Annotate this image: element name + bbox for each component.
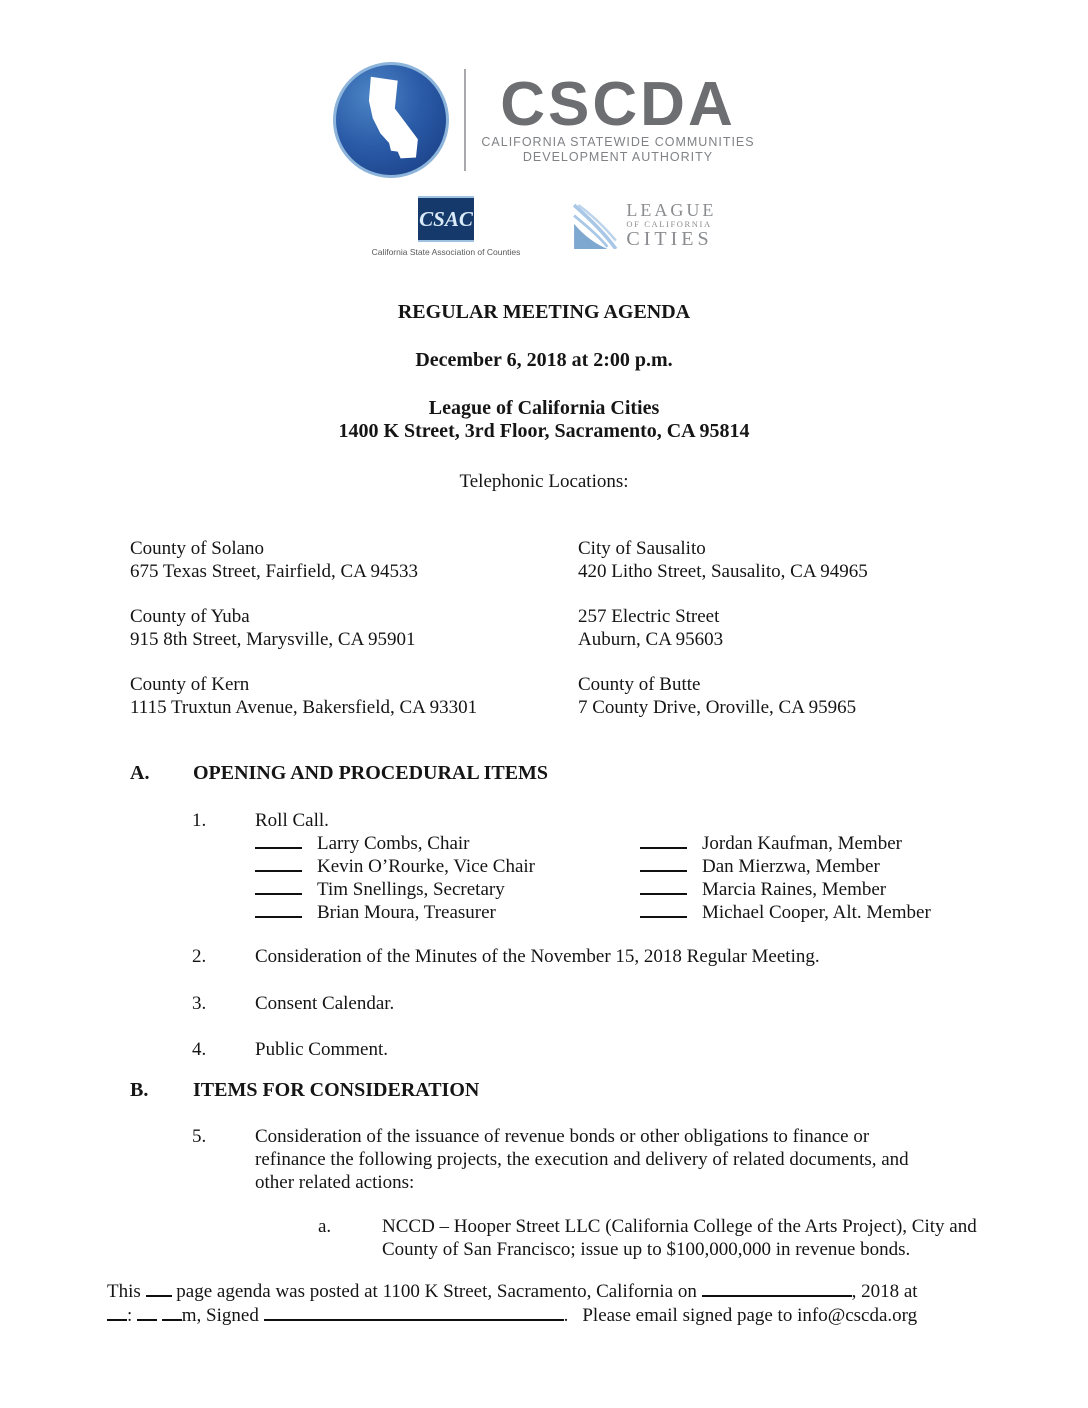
location-address: Auburn, CA 95603 xyxy=(578,629,724,650)
posting-date-blank-line xyxy=(702,1281,852,1297)
section-b-heading xyxy=(0,1079,1088,1102)
location-entry xyxy=(578,673,1088,719)
csac-caption: California State Association of Counties xyxy=(371,247,521,257)
location-entry xyxy=(130,537,578,583)
roll-call-row xyxy=(255,878,1088,901)
location-name: County of Kern xyxy=(130,674,250,695)
footer-email-note: Please email signed page to info@cscda.org xyxy=(582,1305,918,1326)
signature-blank-line xyxy=(255,902,302,918)
roll-call-row xyxy=(255,832,1088,855)
roll-call-name: Brian Moura, Treasurer xyxy=(317,902,496,923)
location-address: 420 Litho Street, Sausalito, CA 94965 xyxy=(578,561,868,582)
meeting-datetime: December 6, 2018 at 2:00 p.m. xyxy=(415,349,673,371)
footer-text: , 2018 at xyxy=(851,1281,918,1302)
posting-certification-footer xyxy=(107,1280,1007,1328)
agenda-item-2 xyxy=(0,945,1088,968)
section-letter: A. xyxy=(130,762,150,784)
footer-text: This xyxy=(107,1281,141,1302)
cscda-logo xyxy=(0,0,1088,178)
roll-call-row xyxy=(255,901,1088,924)
roll-call-name: Tim Snellings, Secretary xyxy=(317,879,505,900)
item-text: Public Comment. xyxy=(255,1039,388,1060)
item-number: 4. xyxy=(192,1039,207,1060)
section-letter: B. xyxy=(130,1079,149,1101)
cscda-acronym: CSCDA xyxy=(500,70,736,139)
agenda-item-1 xyxy=(0,809,1088,832)
league-cities: CITIES xyxy=(626,228,713,250)
venue-name: League of California Cities xyxy=(428,397,660,419)
location-address: 915 8th Street, Marysville, CA 95901 xyxy=(130,629,416,650)
footer-text: page agenda was posted at 1100 K Street, Sacramento, California on xyxy=(176,1281,697,1302)
venue-address: 1400 K Street, 3rd Floor, Sacramento, CA 95814 xyxy=(338,420,750,442)
time-blank-line xyxy=(107,1305,127,1321)
location-name: City of Sausalito xyxy=(578,538,706,559)
signature-blank-line xyxy=(640,833,687,849)
csac-acronym: CSAC xyxy=(419,206,473,231)
location-entry xyxy=(578,537,1088,583)
league-of-california: OF CALIFORNIA xyxy=(626,219,712,229)
footer-text: : xyxy=(127,1305,133,1326)
signature-blank-line xyxy=(640,879,687,895)
signature-blank-line xyxy=(255,879,302,895)
california-silhouette-icon xyxy=(352,72,430,168)
cscda-subtitle-line1: CALIFORNIA STATEWIDE COMMUNITIES xyxy=(481,135,755,149)
signature-blank-line xyxy=(255,856,302,872)
location-entry xyxy=(130,605,578,651)
item-number: 5. xyxy=(192,1126,207,1147)
cscda-subtitle-line2: DEVELOPMENT AUTHORITY xyxy=(522,150,714,164)
meeting-venue xyxy=(0,397,1088,443)
roll-call-name: Larry Combs, Chair xyxy=(317,833,470,854)
roll-call-name: Dan Mierzwa, Member xyxy=(702,856,880,877)
agenda-item-3 xyxy=(0,992,1088,1015)
roll-call-row xyxy=(255,855,1088,878)
roll-call-name: Marcia Raines, Member xyxy=(702,879,887,900)
signature-blank-line xyxy=(264,1305,564,1321)
item-text: Consideration of the Minutes of the November 15, 2018 Regular Meeting. xyxy=(255,946,820,967)
signature-blank-line xyxy=(255,833,302,849)
page-count-blank-line xyxy=(146,1281,172,1297)
agenda-item-4 xyxy=(0,1038,1088,1061)
section-title: OPENING AND PROCEDURAL ITEMS xyxy=(193,762,549,784)
location-name: County of Butte xyxy=(578,674,701,695)
item-number: 2. xyxy=(192,946,207,967)
footer-text: m, Signed xyxy=(181,1305,259,1326)
footer-line-2 xyxy=(107,1304,1007,1328)
roll-call-name: Jordan Kaufman, Member xyxy=(702,833,902,854)
california-state-icon xyxy=(333,62,449,178)
agenda-item-5 xyxy=(0,1125,1088,1194)
page-title: REGULAR MEETING AGENDA xyxy=(397,301,691,323)
csac-logo xyxy=(372,196,521,257)
location-entry xyxy=(130,673,578,719)
signature-blank-line xyxy=(640,902,687,918)
league-word: LEAGUE xyxy=(626,200,717,220)
item-number: 3. xyxy=(192,993,207,1014)
partner-logos xyxy=(0,196,1088,257)
location-address: 675 Texas Street, Fairfield, CA 94533 xyxy=(130,561,419,582)
item-text: Consent Calendar. xyxy=(255,993,395,1014)
item-text: Consideration of the issuance of revenue bonds or other obligations to finance or refinance the following projects, the execution and delivery of related documents, and other related actions: xyxy=(255,1126,909,1193)
footer-line-1 xyxy=(107,1280,1007,1304)
roll-call-name: Michael Cooper, Alt. Member xyxy=(702,902,931,923)
section-a-heading xyxy=(0,762,1088,785)
location-name: County of Solano xyxy=(130,538,265,559)
roll-call-list xyxy=(255,832,1088,924)
subitem-text: NCCD – Hooper Street LLC (California College of the Arts Project), City and County of San Francisco; issue up to $100,000,000 in revenue bonds. xyxy=(382,1216,977,1260)
league-swoosh-icon xyxy=(572,203,620,249)
section-title: ITEMS FOR CONSIDERATION xyxy=(193,1079,480,1101)
item-number: 1. xyxy=(192,810,207,831)
signature-blank-line xyxy=(640,856,687,872)
meridiem-blank-line xyxy=(162,1305,182,1321)
league-logo-text xyxy=(626,202,716,249)
league-of-california-cities-logo xyxy=(572,202,716,249)
location-entry xyxy=(578,605,1088,651)
csac-logo-box xyxy=(418,196,474,242)
location-name: 257 Electric Street xyxy=(578,606,720,627)
roll-call-name: Kevin O’Rourke, Vice Chair xyxy=(317,856,536,877)
logo-divider xyxy=(464,69,466,171)
item-text: Roll Call. xyxy=(255,810,329,831)
location-address: 1115 Truxtun Avenue, Bakersfield, CA 93301 xyxy=(130,697,478,718)
telephonic-locations-list xyxy=(0,537,1088,719)
cscda-logo-text xyxy=(481,70,755,165)
telephonic-locations-heading: Telephonic Locations: xyxy=(459,471,629,492)
footer-text: . xyxy=(563,1305,569,1326)
agenda-item-5a xyxy=(0,1215,1088,1261)
subitem-letter: a. xyxy=(318,1216,332,1237)
location-name: County of Yuba xyxy=(130,606,250,627)
location-address: 7 County Drive, Oroville, CA 95965 xyxy=(578,697,857,718)
time-blank-line xyxy=(137,1305,157,1321)
